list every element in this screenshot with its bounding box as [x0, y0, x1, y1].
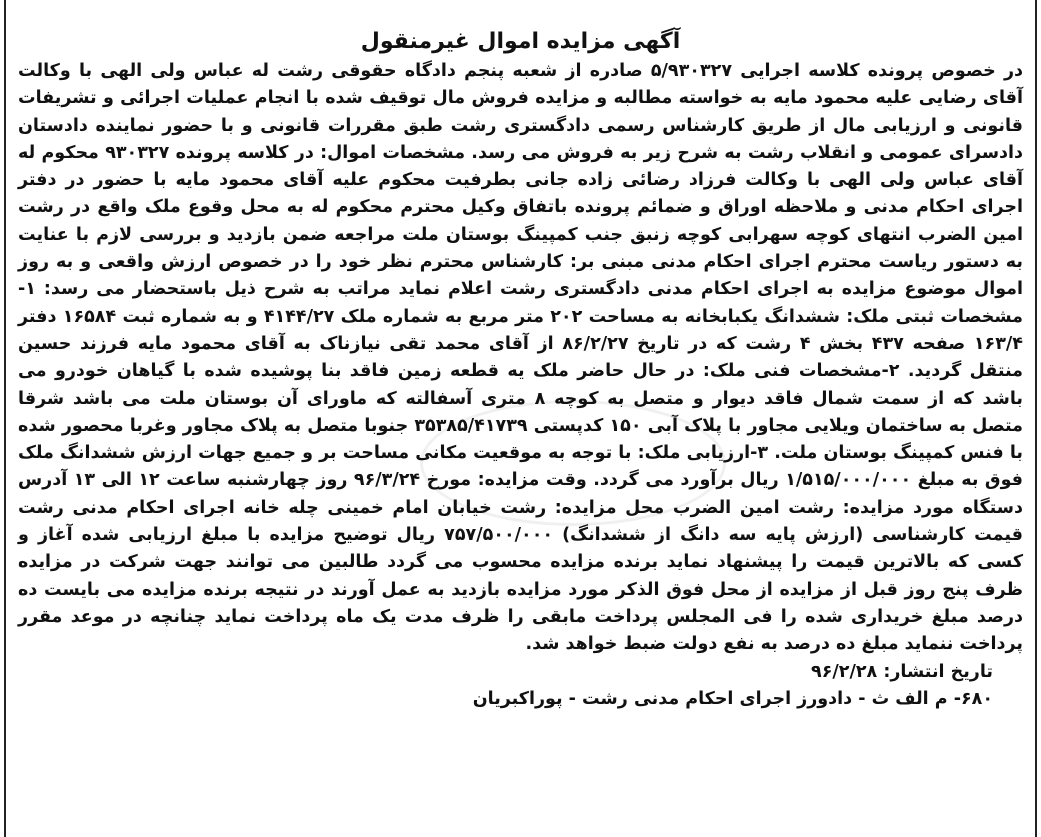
right-border-line	[1035, 0, 1037, 837]
notice-signature: ۶۸۰- م الف ث - دادورز اجرای احکام مدنی رشت - پوراکبریان	[472, 688, 993, 709]
notice-body: در خصوص پرونده کلاسه اجرایی ۵/۹۳۰۳۲۷ صادره از شعبه پنجم دادگاه حقوقی رشت له عباس ولی الهی با وکالت آقای رضایی علیه محمود مایه به خواسته مطالبه و مزایده فروش مال توقیف شده با انجام عملیات اجرائی و تشریفات قانونی و ارزیابی مال از طریق کارشناس رسمی دادگستری رشت طبق مقررات قانونی و با حضور نماینده دادستان دادسرای عمومی و انقلاب رشت به شرح زیر به فروش می رسد. مشخصات اموال: در کلاسه پرونده ۹۳۰۳۲۷ محکوم له آقای عباس ولی الهی با وکالت فرزاد رضائی زاده جانی بطرفیت محکوم علیه آقای محمود مایه با حضور در دفتر اجرای احکام مدنی و ملاحظه اوراق و ضمائم پرونده باتفاق وکیل محترم محکوم له به محل وقوع ملک واقع در رشت امین الضرب انتهای کوچه سهرابی کوچه زنبق جنب کمپینگ بوستان ملت مراجعه ضمن بازدید و بررسی لازم با عنایت به دستور ریاست محترم اجرای احکام مدنی مبنی بر: کارشناس محترم نظر خود را در خصوص ارزش واقعی و به روز اموال موضوع مزایده به اجرای احکام مدنی دادگستری رشت اعلام نماید مراتب به شرح ذیل باستحضار می رسد: ۱-مشخصات ثبتی ملک: ششدانگ یکبابخانه به مساحت ۲۰۲ متر مربع به شماره ملک ۴۱۴۴/۲۷ و به شماره ثبت ۱۶۵۸۴ دفتر ۱۶۳/۴ صفحه ۴۳۷ بخش ۴ رشت که در تاریخ ۸۶/۲/۲۷ از آقای محمد تقی نیازناک به آقای محمود مایه فرزند حسین منتقل گردید. ۲-مشخصات فنی ملک: در حال حاضر ملک یه قطعه زمین فاقد بنا پوشیده شده با گیاهان خودرو می باشد که از سمت شمال فاقد دیوار و متصل به کوچه ۸ متری آسفالته که ماورای آن بوستان ملت می باشد شرقا متصل به ساختمان ویلایی مجاور با پلاک آبی ۱۵۰ کدپستی ۳۵۳۸۵/۴۱۷۳۹ جنوبا متصل به پلاک مجاور وغربا محصور شده با فنس کمپینگ بوستان ملت. ۳-ارزیابی ملک: با توجه به موقعیت مکانی مساحت بر و جمیع جهات ارزش ششدانگ ملک فوق به مبلغ ۱/۵۱۵/۰۰۰/۰۰۰ ریال برآورد می گردد. وقت مزایده: مورخ ۹۶/۳/۲۴ روز چهارشنبه ساعت ۱۲ الی ۱۳ آدرس دستگاه مورد مزایده: رشت امین الضرب محل مزایده: رشت خیابان امام خمینی چله خانه اجرای احکام مدنی رشت قیمت کارشناسی (ارزش پایه سه دانگ از ششدانگ) ۷۵۷/۵۰۰/۰۰۰ ریال توضیح مزایده با مبلغ ارزیابی شده آغاز و کسی که بالاترین قیمت را پیشنهاد نماید برنده مزایده محسوب می گردد طالبین می توانند جهت شرکت در مزایده ظرف پنج روز قبل از مزایده از محل فوق الذکر مورد مزایده بازدید به عمل آورند در نتیجه برنده مزایده می بایست ده درصد مبلغ خریداری شده را فی المجلس پرداخت مابقی را ظرف مدت یک ماه پرداخت نماید چنانچه در موعد مقرر پرداخت ننماید مبلغ ده درصد به نفع دولت ضبط خواهد شد.	[18, 61, 1024, 655]
notice-title: آگهی مزایده اموال غیرمنقول	[360, 29, 681, 54]
left-border-line	[4, 0, 6, 837]
publish-date: تاریخ انتشار: ۹۶/۲/۲۸	[811, 661, 993, 682]
auction-notice	[18, 28, 1023, 713]
